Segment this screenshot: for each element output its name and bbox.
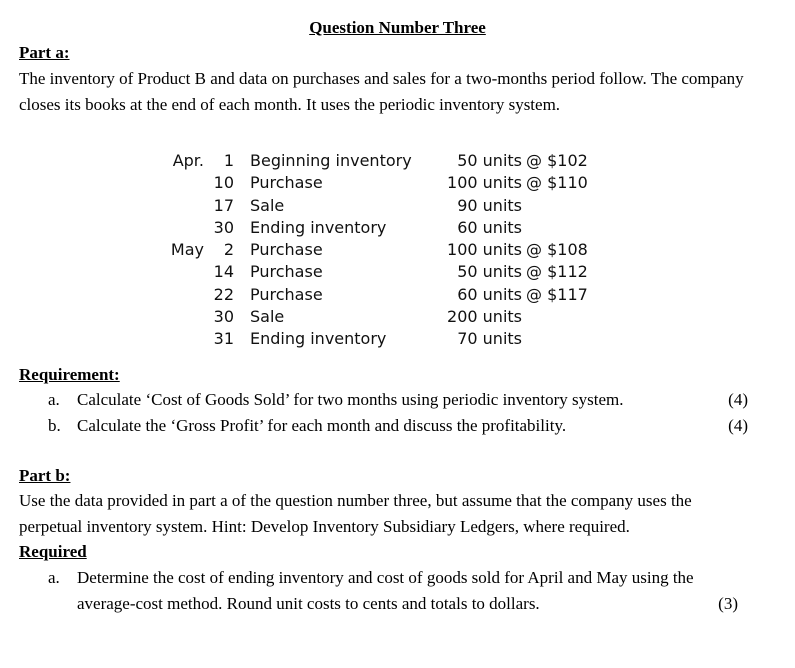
row-day: 2 [223, 240, 234, 260]
row-quantity: 70 units [457, 329, 522, 349]
item-text: Calculate ‘Cost of Goods Sold’ for two months using periodic inventory system. [77, 390, 624, 409]
row-description: Sale [250, 195, 285, 215]
item-marks: (4) [728, 390, 748, 409]
item-letter: b. [48, 416, 61, 435]
row-day: 30 [213, 307, 234, 327]
question-title: Question Number Three [309, 18, 486, 37]
row-description: Sale [250, 307, 285, 327]
row-quantity: 50 units [457, 151, 522, 170]
requirement-item [48, 413, 748, 439]
row-description: Ending inventory [250, 329, 387, 349]
row-month: Apr. [172, 151, 204, 170]
row-description: Purchase [250, 240, 323, 260]
row-day: 10 [213, 173, 234, 193]
part-b-list [48, 565, 738, 617]
row-quantity: 60 units [457, 284, 522, 304]
row-day: 17 [213, 195, 234, 215]
row-unit-cost: @ $108 [526, 240, 588, 260]
item-marks: (3) [718, 594, 738, 613]
row-unit-cost: @ $117 [526, 284, 588, 304]
row-description: Purchase [250, 262, 323, 282]
part-b-intro: Use the data provided in part a of the question number three, but assume that the company uses the perpetual inventory system. Hint: Develop Inventory Subsidiary Ledgers, where required. [19, 491, 692, 536]
item-letter: a. [48, 390, 60, 409]
part-a-heading: Part a: [19, 43, 70, 62]
row-description: Ending inventory [250, 217, 387, 237]
required-heading: Required [19, 542, 87, 561]
item-text: Determine the cost of ending inventory and cost of goods sold for April and May using the average-cost method. Round unit costs to cents and totals to dollars. [77, 568, 694, 613]
row-day: 30 [213, 217, 234, 237]
row-day: 1 [223, 151, 234, 170]
item-text: Calculate the ‘Gross Profit’ for each month and discuss the profitability. [77, 416, 567, 435]
item-letter: a. [48, 568, 60, 587]
row-description: Beginning inventory [250, 151, 412, 170]
row-quantity: 90 units [457, 195, 522, 215]
part-a-intro: The inventory of Product B and data on purchases and sales for a two-months period follow. The company closes its books at the end of each month. It uses the periodic inventory system. [19, 69, 744, 114]
row-unit-cost: @ $102 [526, 151, 588, 170]
row-unit-cost: @ $112 [526, 262, 588, 282]
requirement-list [48, 387, 748, 439]
requirement-heading: Requirement: [19, 365, 120, 384]
requirement-item [48, 387, 748, 413]
row-description: Purchase [250, 173, 323, 193]
row-month: May [170, 240, 204, 260]
row-day: 14 [213, 262, 234, 282]
row-quantity: 100 units [447, 240, 522, 260]
row-quantity: 50 units [457, 262, 522, 282]
row-quantity: 60 units [457, 217, 522, 237]
row-quantity: 100 units [447, 173, 522, 193]
row-quantity: 200 units [447, 307, 522, 327]
row-day: 31 [213, 329, 234, 349]
row-day: 22 [213, 284, 234, 304]
item-marks: (4) [728, 416, 748, 435]
row-unit-cost: @ $110 [526, 173, 588, 193]
row-description: Purchase [250, 284, 323, 304]
part-b-heading: Part b: [19, 466, 71, 485]
